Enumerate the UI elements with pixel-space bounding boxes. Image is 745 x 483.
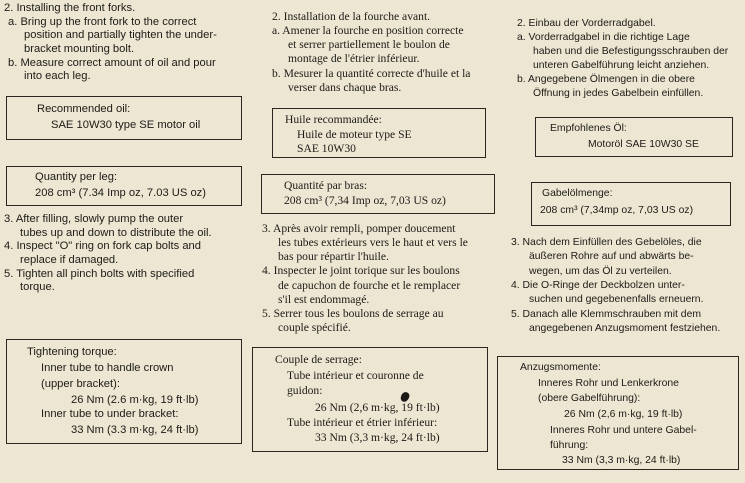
de-step-5-cont: angegebenen Anzugsmoment festziehen. bbox=[529, 323, 721, 335]
fr-quantity-box bbox=[261, 174, 495, 214]
de-step-4-cont: suchen und gegebenenfalls erneuern. bbox=[529, 294, 704, 306]
fr-torque-line: Tube intérieur et couronne de bbox=[287, 369, 424, 382]
fr-torque-line: guidon: bbox=[287, 384, 323, 397]
fr-steps-top bbox=[272, 10, 470, 95]
de-quantity-box bbox=[531, 182, 731, 226]
de-torque-title: Anzugsmomente: bbox=[520, 362, 601, 373]
fr-quantity-value: 208 cm³ (7,34 Imp oz, 7,03 US oz) bbox=[284, 194, 446, 207]
fr-torque-value: 33 Nm (3,3 m·kg, 24 ft·lb) bbox=[315, 431, 440, 444]
fr-step-3-cont: les tubes extérieurs vers le haut et vers le bbox=[278, 236, 468, 250]
de-step-3-cont: wegen, um das Öl zu verteilen. bbox=[529, 265, 672, 277]
fr-steps-mid bbox=[262, 222, 468, 335]
de-step-b: b. Angegebene Ölmengen in die obere bbox=[517, 74, 695, 86]
en-step-3: 3. After filling, slowly pump the outer bbox=[4, 213, 184, 225]
fr-torque-line: Tube intérieur et étrier inférieur: bbox=[287, 416, 438, 429]
fr-quantity-title: Quantité par bras: bbox=[284, 179, 368, 192]
de-step-b-cont: Öffnung in jedes Gabelbein einfüllen. bbox=[533, 88, 704, 100]
de-step-a-cont: haben und die Befestigungsschrauben der bbox=[533, 46, 729, 58]
fr-oil-value: Huile de moteur type SE bbox=[297, 128, 412, 141]
de-torque-line: Inneres Rohr und untere Gabel- bbox=[550, 425, 697, 436]
en-oil-title: Recommended oil: bbox=[37, 103, 131, 115]
fr-step-heading: 2. Installation de la fourche avant. bbox=[272, 10, 431, 23]
fr-step-a: a. Amener la fourche en position correcte bbox=[272, 24, 464, 38]
fr-step-4: 4. Inspecter le joint torique sur les boulons bbox=[262, 264, 460, 278]
en-step-3-cont: tubes up and down to distribute the oil. bbox=[20, 226, 212, 239]
en-step-5: 5. Tighten all pinch bolts with specified bbox=[4, 267, 195, 280]
fr-step-a-cont: montage de l'étrier inférieur. bbox=[288, 52, 420, 66]
en-step-b-cont: into each leg. bbox=[24, 70, 91, 83]
en-quantity-value: 208 cm³ (7.34 Imp oz, 7.03 US oz) bbox=[35, 187, 206, 199]
fr-step-b: b. Mesurer la quantité correcte d'huile et la bbox=[272, 66, 471, 80]
de-torque-value: 26 Nm (2,6 m·kg, 19 ft·lb) bbox=[564, 409, 683, 420]
fr-step-4-cont: s'il est endommagé. bbox=[278, 292, 370, 306]
fr-recommended-oil-box bbox=[272, 108, 486, 158]
fr-step-a-cont: et serrer partiellement le boulon de bbox=[288, 38, 450, 52]
de-step-3: 3. Nach dem Einfüllen des Gebelöles, die bbox=[511, 237, 702, 248]
en-torque-title: Tightening torque: bbox=[27, 346, 117, 358]
de-step-a: a. Vorderradgabel in die richtige Lage bbox=[517, 32, 690, 44]
fr-torque-title: Couple de serrage: bbox=[275, 353, 362, 366]
en-steps-mid bbox=[4, 213, 212, 295]
fr-torque-box bbox=[252, 347, 488, 452]
fr-oil-title: Huile recommandée: bbox=[285, 113, 382, 126]
de-steps-top bbox=[517, 17, 728, 101]
fr-step-b-cont: verser dans chaque bras. bbox=[288, 80, 402, 94]
de-oil-value: Motoröl SAE 10W30 SE bbox=[588, 139, 699, 150]
de-recommended-oil-box bbox=[535, 117, 733, 157]
de-step-3-cont: äußeren Rohre auf und abwärts be- bbox=[529, 251, 694, 263]
de-quantity-title: Gabelölmenge: bbox=[542, 188, 613, 199]
en-quantity-box bbox=[6, 166, 242, 206]
en-step-a-cont: position and partially tighten the under- bbox=[24, 29, 217, 42]
en-torque-box bbox=[6, 339, 242, 444]
en-torque-line: Inner tube to under bracket: bbox=[41, 408, 179, 420]
de-oil-title: Empfohlenes Öl: bbox=[550, 123, 627, 134]
fr-oil-value: SAE 10W30 bbox=[297, 142, 356, 155]
de-step-4: 4. Die O-Ringe der Deckbolzen unter- bbox=[511, 280, 685, 292]
de-quantity-value: 208 cm³ (7,34mp oz, 7,03 US oz) bbox=[540, 205, 694, 216]
en-step-5-cont: torque. bbox=[20, 281, 55, 294]
en-step-a-cont: bracket mounting bolt. bbox=[24, 42, 135, 55]
fr-step-5-cont: couple spécifié. bbox=[278, 320, 351, 334]
en-quantity-title: Quantity per leg: bbox=[35, 171, 118, 183]
de-step-a-cont: unteren Gabelführung leicht anziehen. bbox=[533, 60, 710, 72]
fr-step-4-cont: de capuchon de fourche et le remplacer bbox=[278, 278, 461, 292]
de-torque-line: (obere Gabelführung): bbox=[538, 393, 641, 404]
en-torque-value: 26 Nm (2.6 m·kg, 19 ft·lb) bbox=[71, 394, 199, 406]
en-torque-value: 33 Nm (3.3 m·kg, 24 ft·lb) bbox=[71, 424, 199, 436]
fr-step-3-cont: bas pour répartir l'huile. bbox=[278, 250, 389, 264]
en-step-heading: 2. Installing the front forks. bbox=[4, 2, 136, 14]
en-step-4: 4. Inspect "O" ring on fork cap bolts and bbox=[4, 240, 201, 253]
de-step-heading: 2. Einbau der Vorderradgabel. bbox=[517, 18, 656, 29]
de-torque-value: 33 Nm (3,3 m·kg, 24 ft·lb) bbox=[562, 455, 681, 466]
de-torque-line: Inneres Rohr und Lenkerkrone bbox=[538, 378, 679, 389]
de-torque-line: führung: bbox=[550, 440, 589, 451]
en-oil-value: SAE 10W30 type SE motor oil bbox=[51, 119, 201, 131]
fr-step-3: 3. Après avoir rempli, pomper doucement bbox=[262, 222, 456, 235]
en-step-4-cont: replace if damaged. bbox=[20, 253, 119, 266]
en-torque-line: (upper bracket): bbox=[41, 378, 120, 390]
de-torque-box bbox=[497, 356, 739, 470]
en-step-b: b. Measure correct amount of oil and pour bbox=[8, 56, 216, 69]
en-recommended-oil-box bbox=[6, 96, 242, 140]
de-step-5: 5. Danach alle Klemmschrauben mit dem bbox=[511, 308, 702, 320]
fr-step-5: 5. Serrer tous les boulons de serrage au bbox=[262, 306, 444, 320]
de-steps-mid bbox=[511, 236, 720, 337]
fr-torque-value: 26 Nm (2,6 m·kg, 19 ft·lb) bbox=[315, 401, 440, 414]
en-steps-top bbox=[4, 2, 217, 84]
en-step-a: a. Bring up the front fork to the correct bbox=[8, 15, 197, 28]
en-torque-line: Inner tube to handle crown bbox=[41, 362, 174, 374]
